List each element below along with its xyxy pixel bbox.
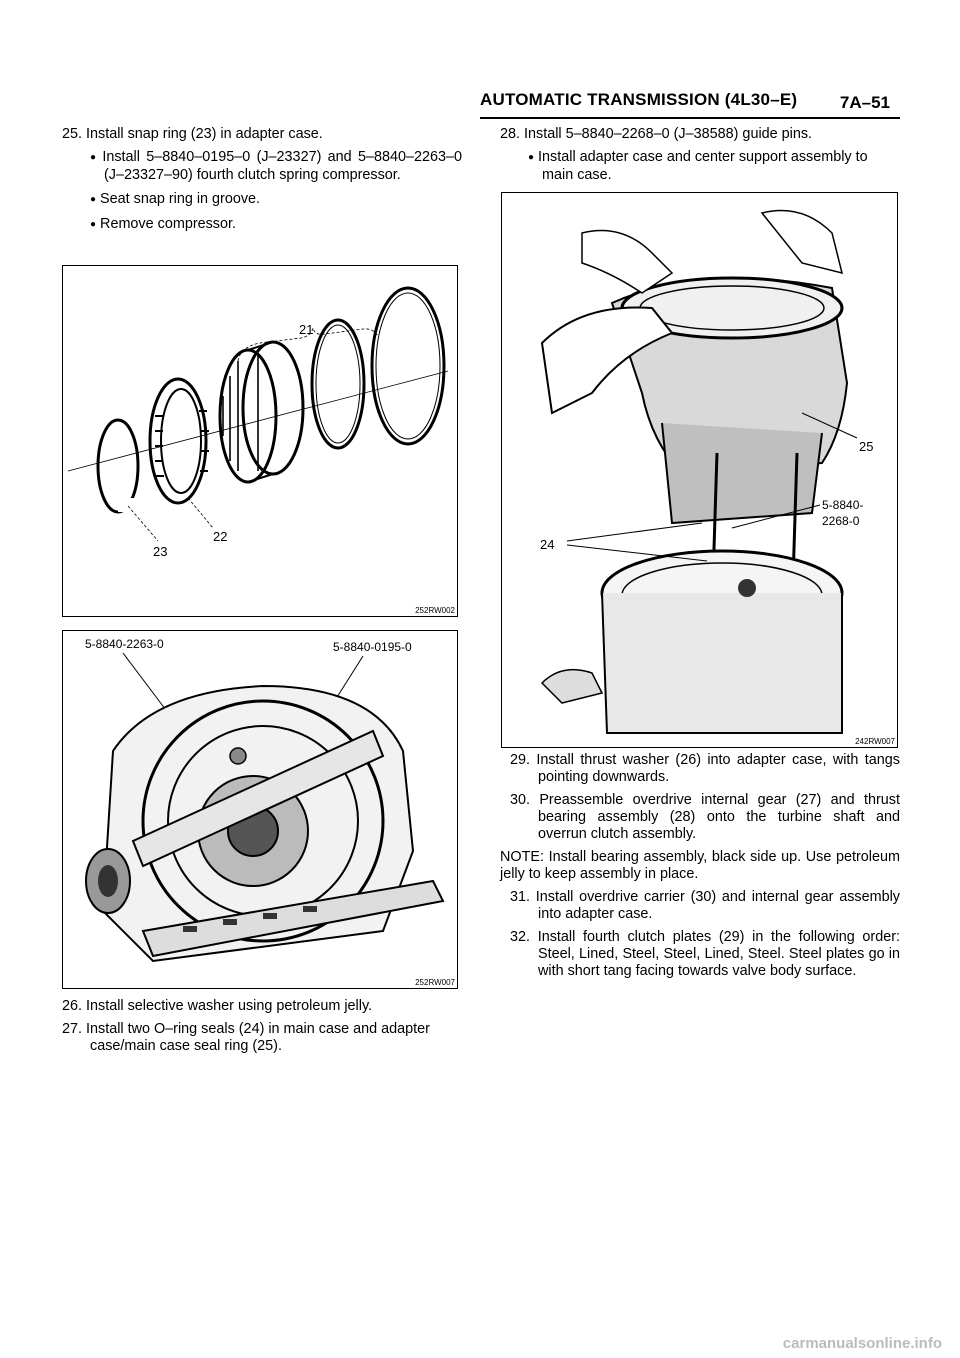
step-25: 25. Install snap ring (23) in adapter case.: [62, 126, 323, 142]
label-23: 23: [153, 544, 168, 559]
section-title: AUTOMATIC TRANSMISSION (4L30–E): [480, 90, 798, 109]
label-tool-2268-b: 2268-0: [822, 514, 860, 528]
label-tool-0195: 5-8840-0195-0: [333, 640, 412, 654]
snap-ring-illustration: [63, 266, 457, 616]
label-25: 25: [859, 439, 874, 454]
step-26: 26. Install selective washer using petroleum jelly.: [62, 998, 373, 1014]
figure-snap-ring-exploded: [62, 265, 458, 617]
step-31: 31. Install overdrive carrier (30) and internal gear assembly into adapter case.: [510, 889, 900, 922]
bullet-28a: ● Install adapter case and center support assembly to main case.: [500, 149, 900, 184]
bullet-25c: ● Remove compressor.: [62, 216, 462, 234]
bullet-25b: ● Seat snap ring in groove.: [62, 191, 462, 209]
label-21: 21: [299, 322, 314, 337]
figure-guide-pins: [501, 192, 898, 748]
page-header: [480, 90, 900, 130]
figure-code: 252RW002: [415, 606, 455, 615]
right-column-top: [500, 126, 900, 191]
label-tool-2268-a: 5-8840-: [822, 498, 864, 512]
label-24: 24: [540, 537, 555, 552]
label-22: 22: [213, 529, 228, 544]
watermark: carmanualsonline.info: [782, 1335, 942, 1352]
spring-compressor-illustration: [63, 631, 457, 988]
right-column-bottom: [500, 752, 900, 986]
bullet-25a: ● Install 5–8840–0195–0 (J–23327) and 5–8840–2263–0 (J–23327–90) fourth clutch spring compressor.: [62, 149, 462, 184]
left-column-top: [62, 126, 462, 241]
figure-code: 252RW007: [415, 978, 455, 987]
figure-spring-compressor: [62, 630, 458, 989]
guide-pins-illustration: [502, 193, 897, 747]
step-29: 29. Install thrust washer (26) into adapter case, with tangs pointing downwards.: [510, 752, 900, 785]
label-tool-2263: 5-8840-2263-0: [85, 637, 164, 651]
step-30: 30. Preassemble overdrive internal gear (27) and thrust bearing assembly (28) onto the turbine shaft and overrun clutch assembly.: [510, 792, 900, 842]
header-rule: [480, 117, 900, 119]
step-32: 32. Install fourth clutch plates (29) in the following order: Steel, Lined, Steel, Steel, Lined, Steel. Steel plates go in with short tang facing towards valve body surface.: [510, 929, 900, 979]
left-column-bottom: [62, 998, 462, 1061]
page-number: 7A–51: [839, 93, 890, 112]
figure-code: 242RW007: [855, 737, 895, 746]
note-bearing: NOTE: Install bearing assembly, black side up. Use petroleum jelly to keep assembly in place.: [500, 849, 900, 882]
step-27: 27. Install two O–ring seals (24) in main case and adapter case/main case seal ring (25).: [62, 1021, 430, 1054]
step-28: 28. Install 5–8840–2268–0 (J–38588) guide pins.: [500, 126, 813, 142]
